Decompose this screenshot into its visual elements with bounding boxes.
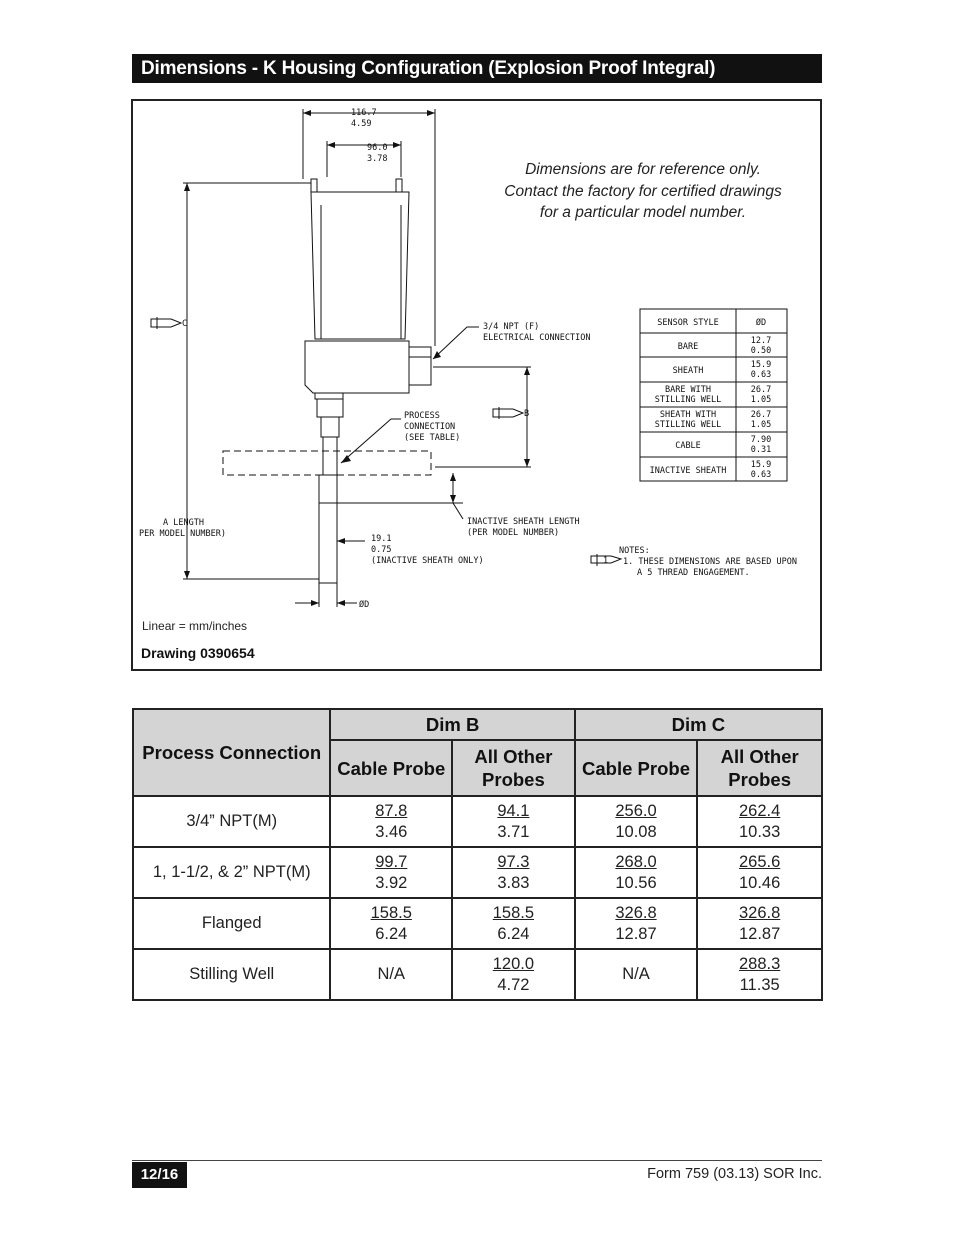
value-cell <box>697 898 822 949</box>
pc-label-3: (SEE TABLE) <box>404 433 461 443</box>
notes-line-1: 1. THESE DIMENSIONS ARE BASED UPON <box>623 557 797 567</box>
value-cell <box>330 898 452 949</box>
sensor-style-cell: STILLING WELL <box>654 395 722 405</box>
value-in: 10.33 <box>739 822 781 841</box>
value-mm: 94.1 <box>497 801 530 820</box>
linear-units-note: Linear = mm/inches <box>142 619 248 633</box>
value-cell <box>330 796 452 847</box>
header-line: Probes <box>482 769 545 790</box>
value-in: 12.87 <box>615 924 657 943</box>
value-na: N/A <box>622 965 650 983</box>
dim-c-cable-probe-header: Cable Probe <box>575 740 698 796</box>
value-mm: 326.8 <box>739 903 781 922</box>
row-label: Stilling Well <box>133 949 330 1000</box>
table-row <box>133 847 822 898</box>
dim-19-in: 0.75 <box>371 545 392 555</box>
notes-title: NOTES: <box>619 546 650 556</box>
dim-body-in: 3.78 <box>367 154 388 164</box>
a-length-label-1: A LENGTH <box>163 518 204 528</box>
sensor-d-in: 0.31 <box>750 445 772 455</box>
value-na: N/A <box>377 965 406 983</box>
value-mm: 99.7 <box>375 852 408 871</box>
notes-line-2: A 5 THREAD ENGAGEMENT. <box>637 568 750 578</box>
a-length-label-2: PER MODEL NUMBER) <box>139 529 226 539</box>
dim-c-all-other-header <box>697 740 822 796</box>
dim-19-note: (INACTIVE SHEATH ONLY) <box>371 556 484 566</box>
sensor-d-in: 1.05 <box>750 395 772 405</box>
value-cell <box>697 949 822 1000</box>
sensor-header-style: SENSOR STYLE <box>657 318 719 328</box>
pc-label-2: CONNECTION <box>404 422 456 432</box>
sensor-style-cell: STILLING WELL <box>654 420 722 430</box>
sensor-d-in: 0.50 <box>750 346 772 356</box>
flag-b-label: B <box>524 409 530 419</box>
sensor-style-cell: INACTIVE SHEATH <box>649 466 727 476</box>
value-cell <box>575 949 698 1000</box>
flag-c-label: C <box>182 319 188 329</box>
sensor-d-mm: 15.9 <box>750 360 772 370</box>
value-in: 10.56 <box>615 873 657 892</box>
section-title: Dimensions - K Housing Configuration (Explosion Proof Integral) <box>132 54 822 83</box>
inactive-sheath-label-1: INACTIVE SHEATH LENGTH <box>467 517 580 527</box>
reference-note-line: Contact the factory for certified drawings <box>504 182 782 200</box>
diameter-d-label: ØD <box>359 600 370 610</box>
dim-c-header: Dim C <box>575 709 822 740</box>
value-mm: 265.6 <box>739 852 781 871</box>
sensor-header-d: ØD <box>755 318 767 328</box>
row-label: 1, 1-1/2, & 2” NPT(M) <box>133 847 330 898</box>
dim-b-all-other-header <box>452 740 575 796</box>
header-line: All Other <box>720 746 799 767</box>
reference-note <box>493 159 793 224</box>
value-mm: 326.8 <box>615 903 657 922</box>
sensor-style-cell: CABLE <box>675 441 701 451</box>
sensor-style-cell: BARE <box>677 342 699 352</box>
form-number: Form 759 (03.13) SOR Inc. <box>647 1166 822 1182</box>
dim-19-mm: 19.1 <box>371 534 392 544</box>
page-number: 12/16 <box>132 1162 187 1188</box>
sensor-d-mm: 26.7 <box>750 410 772 420</box>
pc-label-1: PROCESS <box>404 411 440 421</box>
flag-1-label: 1 <box>603 556 609 566</box>
value-in: 6.24 <box>375 924 408 943</box>
inactive-sheath-label-2: (PER MODEL NUMBER) <box>467 528 560 538</box>
value-mm: 87.8 <box>375 801 408 820</box>
value-cell <box>452 898 575 949</box>
value-cell <box>575 796 698 847</box>
value-cell <box>575 898 698 949</box>
value-in: 4.72 <box>497 975 530 994</box>
value-cell <box>697 847 822 898</box>
value-in: 11.35 <box>739 975 780 994</box>
sensor-d-in: 0.63 <box>750 370 772 380</box>
value-cell <box>452 796 575 847</box>
value-mm: 262.4 <box>739 801 781 820</box>
sensor-style-table <box>640 309 787 481</box>
dim-body-mm: 96.0 <box>367 143 388 153</box>
value-cell <box>330 847 452 898</box>
value-mm: 158.5 <box>370 903 412 922</box>
value-in: 3.83 <box>497 873 530 892</box>
reference-note-line: for a particular model number. <box>539 204 747 221</box>
value-cell <box>697 796 822 847</box>
value-mm: 268.0 <box>615 852 657 871</box>
value-cell <box>575 847 698 898</box>
value-mm: 256.0 <box>615 801 657 820</box>
table-row <box>133 898 822 949</box>
dim-overall-mm: 116.7 <box>351 108 377 118</box>
reference-note-line: Dimensions are for reference only. <box>525 161 761 178</box>
process-connection-header: Process Connection <box>133 709 330 796</box>
footer-rule <box>132 1160 822 1161</box>
value-in: 3.71 <box>497 822 530 841</box>
header-line: Probes <box>728 769 792 790</box>
sensor-d-mm: 26.7 <box>750 385 772 395</box>
sensor-d-mm: 12.7 <box>750 336 772 346</box>
table-row <box>133 949 822 1000</box>
value-in: 3.92 <box>375 873 408 892</box>
value-mm: 288.3 <box>739 954 781 973</box>
npt-label-1: 3/4 NPT (F) <box>483 322 540 332</box>
dim-b-header: Dim B <box>330 709 574 740</box>
sensor-d-mm: 7.90 <box>750 435 772 445</box>
table-row <box>133 796 822 847</box>
dimensions-table <box>132 708 823 1001</box>
value-in: 12.87 <box>739 924 781 943</box>
sensor-d-in: 1.05 <box>750 420 772 430</box>
value-mm: 158.5 <box>492 903 535 922</box>
value-cell <box>452 847 575 898</box>
row-label: Flanged <box>133 898 330 949</box>
value-in: 6.24 <box>497 924 530 943</box>
dim-overall-in: 4.59 <box>351 119 372 129</box>
sensor-style-cell: SHEATH WITH <box>659 410 717 420</box>
value-in: 10.46 <box>739 873 781 892</box>
sensor-d-mm: 15.9 <box>750 460 772 470</box>
npt-label-2: ELECTRICAL CONNECTION <box>483 333 591 343</box>
sensor-d-in: 0.63 <box>750 470 772 480</box>
drawing-number: Drawing 0390654 <box>141 645 255 661</box>
value-cell <box>452 949 575 1000</box>
value-in: 10.08 <box>615 822 657 841</box>
header-line: All Other <box>474 746 553 767</box>
row-label: 3/4” NPT(M) <box>133 796 330 847</box>
sensor-style-cell: SHEATH <box>672 366 704 376</box>
value-cell <box>330 949 452 1000</box>
sensor-style-cell: BARE WITH <box>664 385 712 395</box>
dim-b-cable-probe-header: Cable Probe <box>330 740 452 796</box>
value-mm: 120.0 <box>492 954 535 973</box>
value-in: 3.46 <box>375 822 408 841</box>
value-mm: 97.3 <box>497 852 530 871</box>
dimension-drawing <box>131 99 822 671</box>
